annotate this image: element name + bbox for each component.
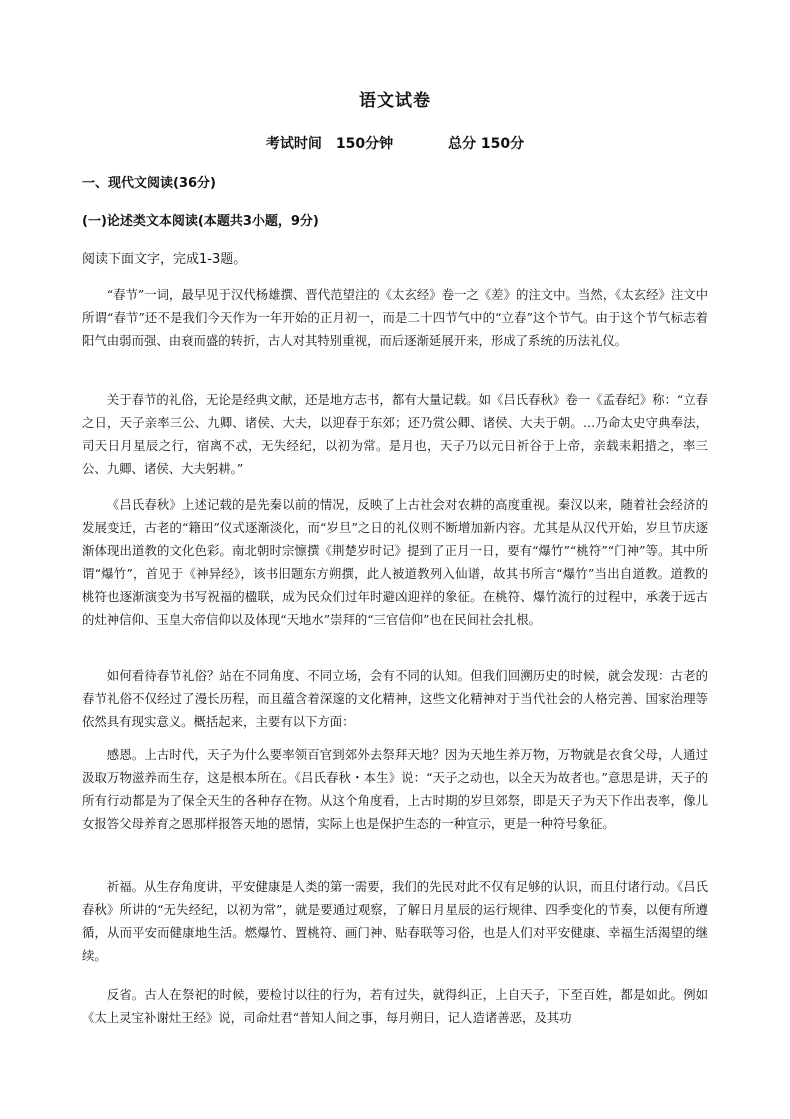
exam-score: 总分 150分	[448, 136, 525, 152]
reading-instruction: 阅读下面文字，完成1-3题。	[82, 252, 247, 267]
paragraph-4: 如何看待春节礼俗？站在不同角度、不同立场，会有不同的认知。但我们回溯历史的时候，就会发现：古老的春节礼俗不仅经过了漫长历程，而且蕴含着深邃的文化精神，这些文化精神对于当代社会的人格完善、国家治理等依然具有现实意义。概括起来，主要有以下方面：	[82, 668, 708, 729]
exam-info	[0, 133, 790, 153]
page-title: 语文试卷	[359, 91, 431, 111]
paragraph-1: “春节”一词，最早见于汉代杨雄撰、晋代范望注的《太玄经》卷一之《差》的注文中。当然，《太玄经》注文中所谓“春节”还不是我们今天作为一年开始的正月初一，而是二十四节气中的“立春”这个节气。由于这个节气标志着阳气由弱而强、由衰而盛的转折，古人对其特别重视，而后逐渐延展开来，形成了系统的历法礼仪。	[82, 287, 709, 348]
paragraph-5: 感恩。上古时代，天子为什么要率领百官到郊外去祭拜天地？因为天地生养万物，万物就是衣食父母，人通过汲取万物滋养而生存，这是根本所在。《吕氏春秋・本生》说：“天子之动也，以全天为故者也。”意思是讲，天子的所有行动都是为了保全天生的各种存在物。从这个角度看，上古时期的岁旦郊祭，即是天子为天下作出表率，像儿女报答父母养育之恩那样报答天地的恩情，实际上也是保护生态的一种宣示，更是一种符号象征。	[82, 747, 708, 831]
paragraph-3: 《吕氏春秋》上述记载的是先秦以前的情况，反映了上古社会对农耕的高度重视。秦汉以来，随着社会经济的发展变迁，古老的“籍田”仪式逐渐淡化，而“岁旦”之日的礼仪则不断增加新内容。尤其是从汉代开始，岁旦节庆逐渐体现出道教的文化色彩。南北朝时宗懔撰《荆楚岁时记》提到了正月一日，要有“爆竹”“桃符”“门神”等。其中所谓“爆竹”，首见于《神异经》，该书旧题东方朔撰，此人被道教列入仙谱，故其书所言“爆竹”当出自道教。道教的桃符也逐渐演变为书写祝福的楹联，成为民众们过年时避凶迎祥的象征。在桃符、爆竹流行的过程中，承袭于远古的灶神信仰、玉皇大帝信仰以及体现“天地水”崇拜的“三官信仰”也在民间社会扎根。	[82, 497, 708, 627]
subsection-heading: (一)论述类文本阅读(本题共3小题，9分)	[82, 214, 319, 229]
paragraph-7: 反省。古人在祭祀的时候，要检讨以往的行为，若有过失，就得纠正，上自天子，下至百姓，都是如此。例如《太上灵宝补谢灶王经》说，司命灶君“普知人间之事，每月朔日，记人造诸善恶，及其功	[82, 987, 708, 1025]
paragraph-6: 祈福。从生存角度讲，平安健康是人类的第一需要，我们的先民对此不仅有足够的认识，而且付诸行动。《吕氏春秋》所讲的“无失经纪，以初为常”，就是要通过观察，了解日月星辰的运行规律、四季变化的节奏，以便有所遵循，从而平安而健康地生活。燃爆竹、置桃符、画门神、贴春联等习俗，也是人们对平安健康、幸福生活渴望的继续。	[82, 879, 708, 963]
exam-time: 考试时间 150分钟	[265, 136, 394, 152]
paragraph-2: 关于春节的礼俗，无论是经典文献，还是地方志书，都有大量记载。如《吕氏春秋》卷一《孟春纪》称：“立春之日，天子亲率三公、九卿、诸侯、大夫，以迎春于东郊；还乃赏公卿、诸侯、大夫于朝。…乃命太史守典奉法，司天日月星辰之行，宿离不忒，无失经纪，以初为常。是月也，天子乃以元日祈谷于上帝，亲载耒耜措之，率三公、九卿、诸侯、大夫躬耕。”	[82, 392, 708, 476]
section-heading: 一、现代文阅读(36分)	[82, 176, 216, 191]
